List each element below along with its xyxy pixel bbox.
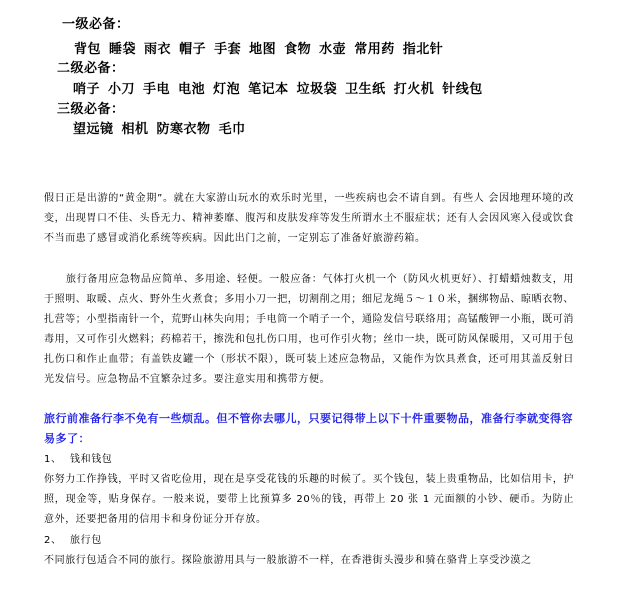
supplies-paragraph: 旅行备用应急物品应简单、多用途、轻便。一般应备：气体打火机一个（防风火机更好）、打蜡蜡烛数支，用于照明、取暖、点火、野外生火煮食；多用小刀一把，切割削之用；细尼龙绳５～１０米，捆绑物品、晾晒衣物、扎营等；小型指南针一个，荒野山林失向用；手电筒一个哨子一个，通险发信号联络用；高锰酸钾一小瓶，既可消毒用，又可作引火燃料；药棉若干，擦洗和包扎伤口用，也可作引火物；丝巾一块，既可防风保暖用，又可用于包扎伤口和作止血带；有盖铁皮罐一个（形状不限），既可装上述应急物品，又能作为饮具煮食，还可用其盖反射日光发信号。应急物品不宜繁杂过多。要注意实用和携带方便。	[44, 274, 574, 385]
item2-body: 不同旅行包适合不同的旅行。探险旅游用具与一般旅游不一样，在香港街头漫步和骑在骆背上享受沙漠之	[44, 555, 532, 566]
highlight-paragraph: 旅行前准备行李不免有一些烦乱。但不管你去哪儿，只要记得带上以下十件重要物品，准备行李就变得容易多了：	[44, 412, 573, 445]
item1-title: 钱和钱包	[70, 454, 113, 465]
item2-title: 旅行包	[70, 535, 102, 546]
level1-items: 背包 睡袋 雨衣 帽子 手套 地图 食物 水壶 常用药 指北针	[74, 42, 444, 57]
level1-heading: 一级必备：	[62, 17, 130, 32]
item2-heading	[44, 531, 102, 551]
item1-number: 1、	[44, 454, 62, 465]
level2-items: 哨子 小刀 手电 电池 灯泡 笔记本 垃圾袋 卫生纸 打火机 针线包	[73, 82, 483, 97]
item1-body: 你努力工作挣钱，平时又省吃俭用，现在是享受花钱的乐趣的时候了。买个钱包，装上贵重物品，比如信用卡，护照，现金等，贴身保存。一般来说，要带上比预算多 20％的钱，再带上 20 张 1 元面额的小钞、硬币。为防止意外，还要把备用的信用卡和身份证分开存放。	[44, 474, 574, 525]
intro-paragraph: 假日正是出游的“黄金期”。就在大家游山玩水的欢乐时光里，一些疾病也会不请自到。有些人 会因地理环境的改变，出现胃口不佳、头昏无力、精神萎靡、腹泻和皮肤发痒等发生所谓水土不服症状；还有人会因风寒入侵或饮食不当而患了感冒或消化系统等疾病。因此出门之前，一定别忘了准备好旅游药箱。	[44, 193, 574, 244]
item1-heading	[44, 450, 112, 470]
level3-heading: 三级必备：	[57, 102, 125, 117]
item2-number: 2、	[44, 535, 62, 546]
level2-heading: 二级必备：	[57, 61, 125, 76]
level3-items: 望远镜 相机 防寒衣物 毛巾	[73, 122, 246, 137]
